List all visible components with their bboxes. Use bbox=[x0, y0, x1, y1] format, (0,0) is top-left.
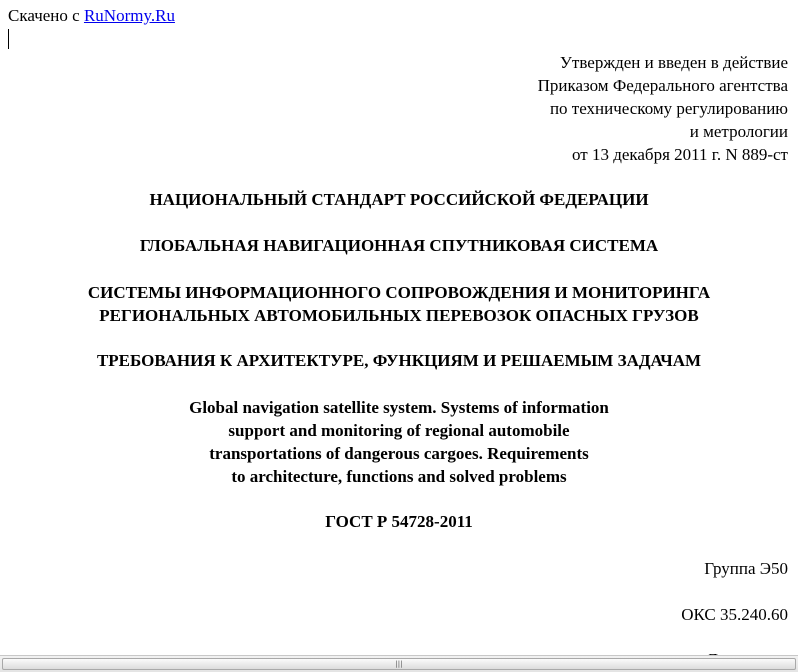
english-title-line: transportations of dangerous cargoes. Requirements bbox=[209, 444, 589, 463]
system-name-text: ГЛОБАЛЬНАЯ НАВИГАЦИОННАЯ СПУТНИКОВАЯ СИСТЕМА bbox=[139, 236, 659, 255]
cut-off-line bbox=[0, 648, 798, 655]
english-title-line: Global navigation satellite system. Systems of information bbox=[189, 398, 609, 417]
subject-heading bbox=[0, 281, 798, 327]
scrollbar-thumb[interactable] bbox=[2, 658, 796, 670]
standard-type-text: НАЦИОНАЛЬНЫЙ СТАНДАРТ РОССИЙСКОЙ ФЕДЕРАЦИИ bbox=[149, 190, 649, 209]
approval-line: Приказом Федерального агентства bbox=[537, 76, 788, 95]
english-title-line: to architecture, functions and solved problems bbox=[231, 467, 567, 486]
approval-line: и метрологии bbox=[689, 122, 788, 141]
subject-line: СИСТЕМЫ ИНФОРМАЦИОННОГО СОПРОВОЖДЕНИЯ И МОНИТОРИНГА bbox=[87, 283, 711, 302]
english-title bbox=[0, 396, 798, 488]
source-line bbox=[8, 6, 175, 26]
system-name-heading bbox=[0, 234, 798, 257]
requirements-text: ТРЕБОВАНИЯ К АРХИТЕКТУРЕ, ФУНКЦИЯМ И РЕШАЕМЫМ ЗАДАЧАМ bbox=[96, 351, 702, 370]
scrollbar-grip-icon: ||| bbox=[395, 660, 403, 668]
source-prefix: Скачено с bbox=[8, 6, 84, 25]
approval-block bbox=[538, 51, 788, 166]
text-caret bbox=[8, 29, 9, 49]
oks-code: ОКС 35.240.60 bbox=[681, 605, 788, 624]
approval-line: по техническому регулированию bbox=[549, 99, 788, 118]
approval-line: от 13 декабря 2011 г. N 889-ст bbox=[571, 145, 788, 164]
horizontal-scrollbar[interactable] bbox=[0, 655, 798, 672]
gost-designation-text: ГОСТ Р 54728-2011 bbox=[325, 512, 473, 531]
runormy-link[interactable]: RuNormy.Ru bbox=[83, 6, 175, 25]
approval-line: Утвержден и введен в действие bbox=[559, 53, 788, 72]
gost-designation bbox=[0, 510, 798, 533]
group-code: Группа Э50 bbox=[704, 559, 788, 578]
requirements-heading bbox=[0, 349, 798, 372]
subject-line: РЕГИОНАЛЬНЫХ АВТОМОБИЛЬНЫХ ПЕРЕВОЗОК ОПАСНЫХ ГРУЗОВ bbox=[99, 306, 699, 325]
standard-type-heading bbox=[0, 188, 798, 211]
english-title-line: support and monitoring of regional automobile bbox=[228, 421, 570, 440]
